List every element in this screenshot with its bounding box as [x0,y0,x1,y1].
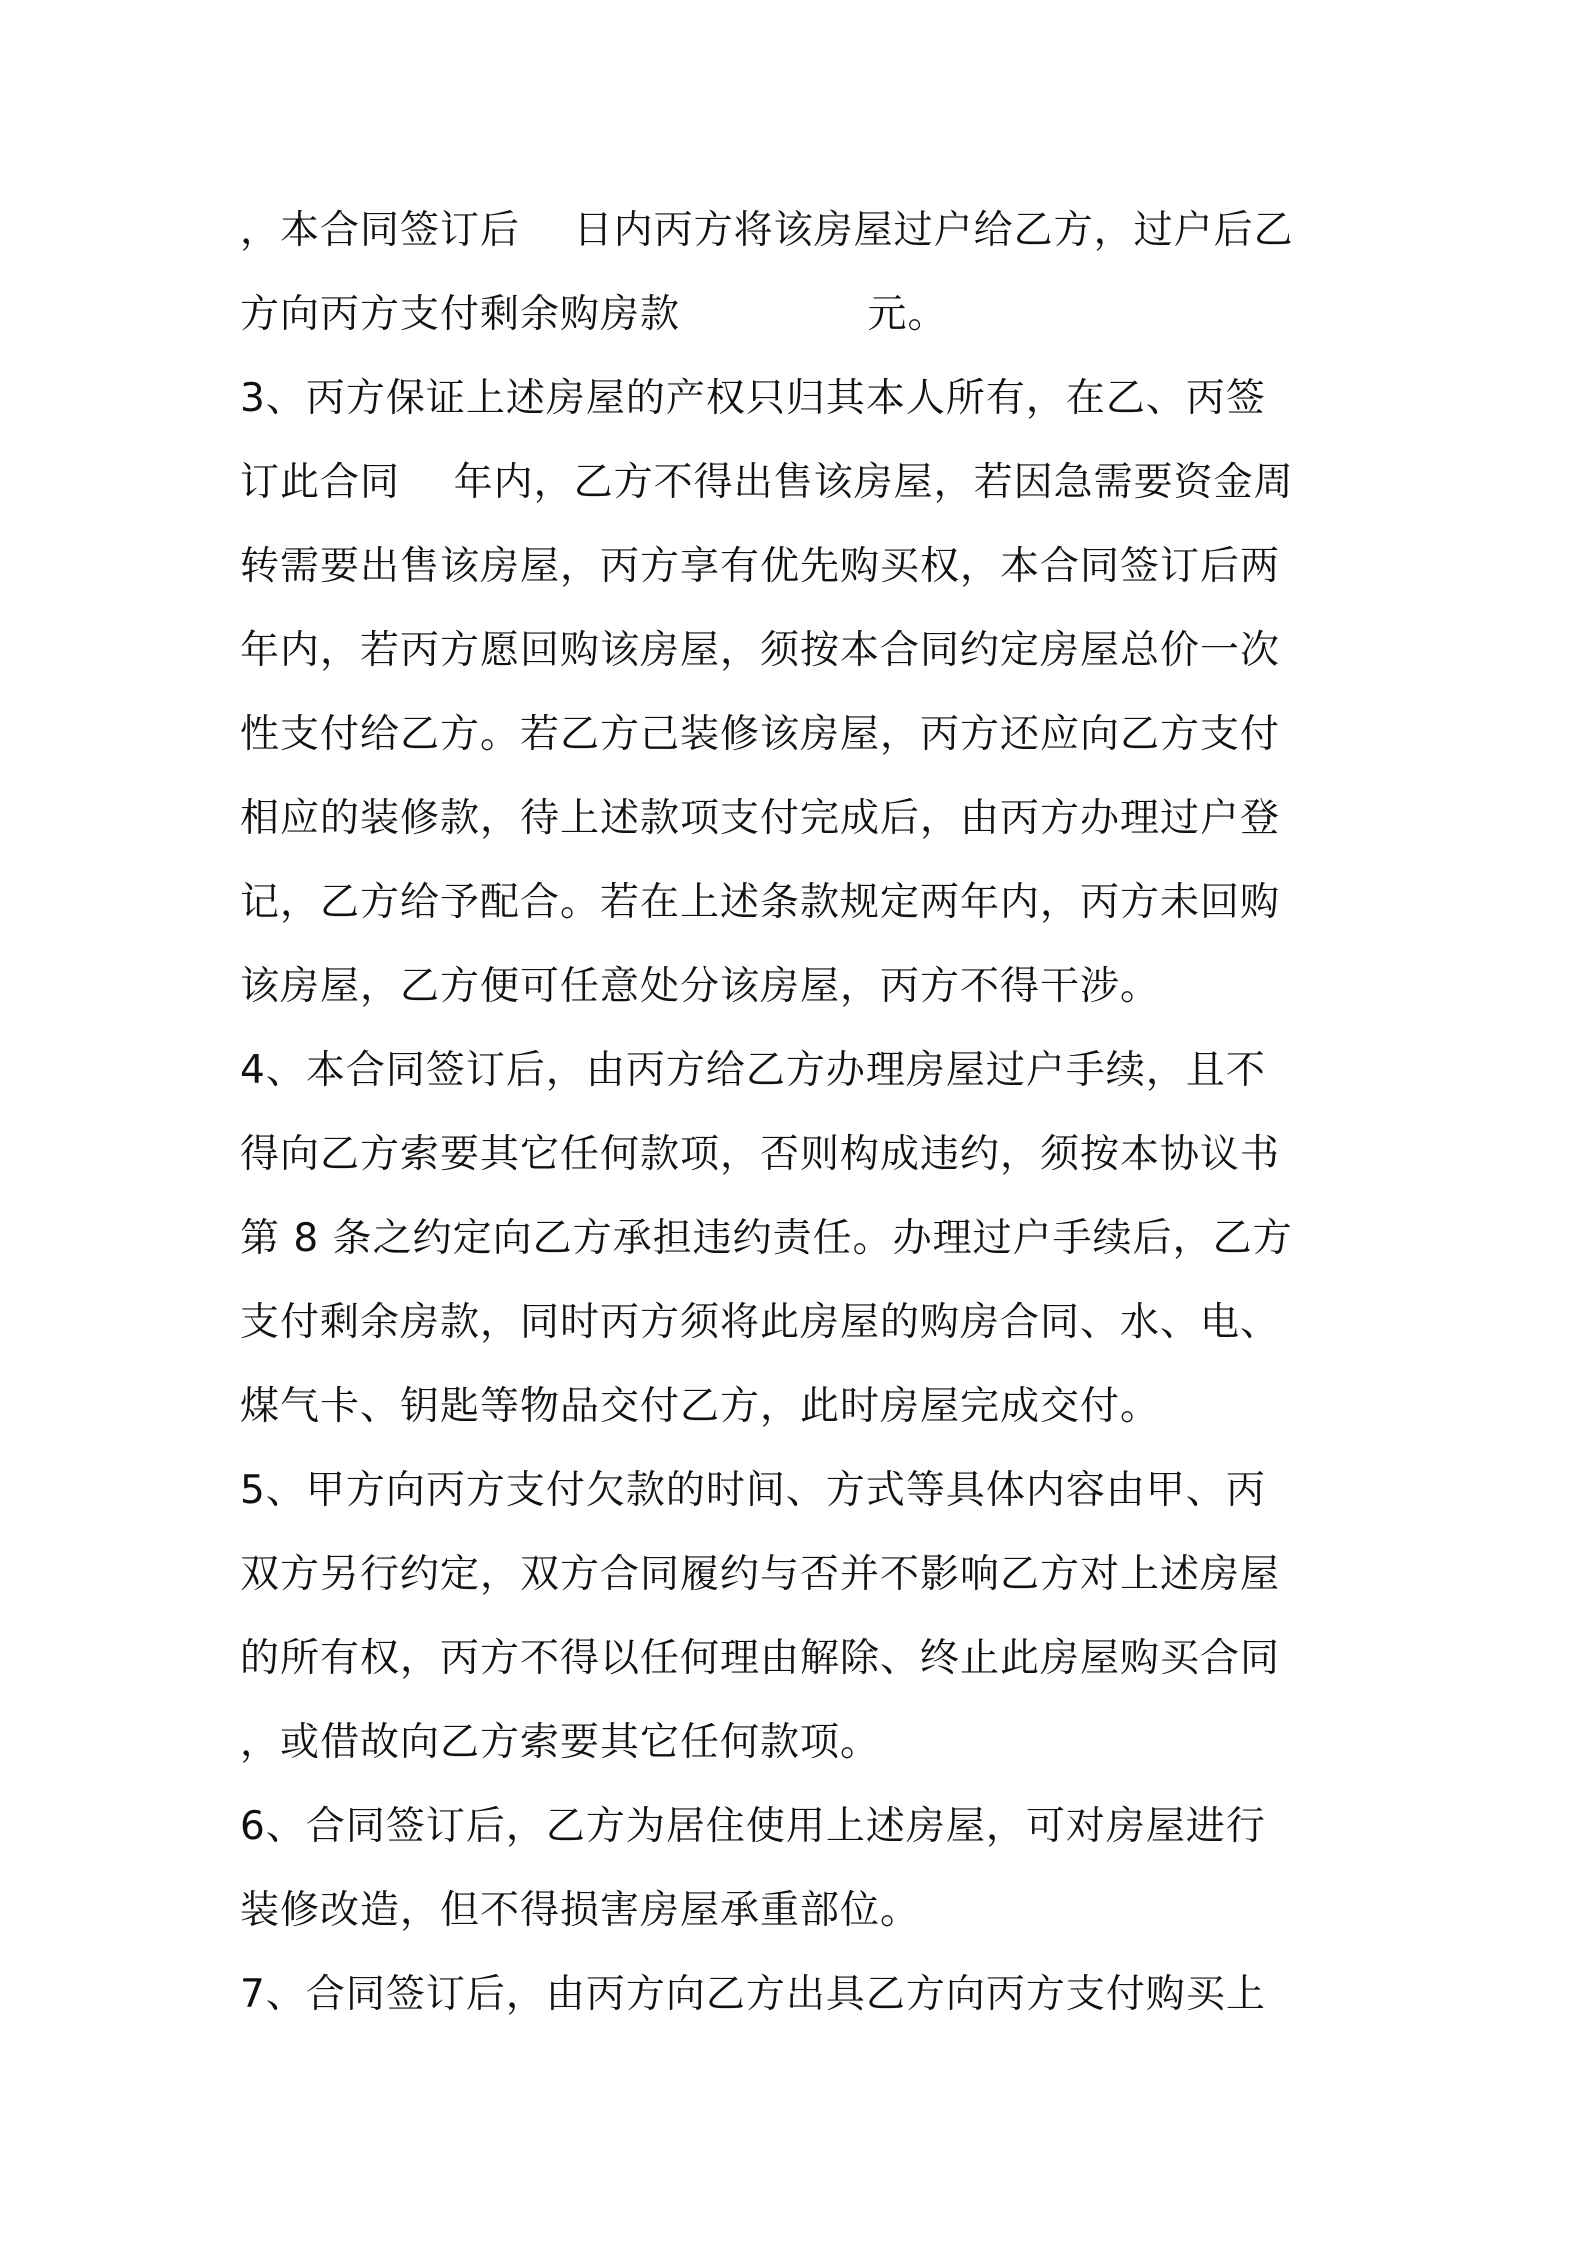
text-line: 5、甲方向丙方支付欠款的时间、方式等具体内容由甲、丙 [240,1468,1266,1513]
text-line: 4、本合同签订后，由丙方给乙方办理房屋过户手续，且不 [240,1048,1266,1093]
text-line: 第 8 条之约定向乙方承担违约责任。办理过户手续后，乙方 [240,1216,1293,1261]
text-line: 年内，若丙方愿回购该房屋，须按本合同约定房屋总价一次 [240,628,1281,673]
text-line: ，本合同签订后 日内丙方将该房屋过户给乙方，过户后乙 [240,208,1294,253]
text-line: 转需要出售该房屋，丙方享有优先购买权，本合同签订后两 [240,544,1281,589]
text-line: 得向乙方索要其它任何款项，否则构成违约，须按本协议书 [240,1132,1281,1177]
text-line: 该房屋，乙方便可任意处分该房屋，丙方不得干涉。 [240,964,1161,1009]
text-line: 3、丙方保证上述房屋的产权只归其本人所有，在乙、丙签 [240,376,1266,421]
text-line: 相应的装修款，待上述款项支付完成后，由丙方办理过户登 [240,796,1281,841]
contract-text [240,189,1360,2037]
text-line: 装修改造，但不得损害房屋承重部位。 [240,1888,921,1933]
text-line: 6、合同签订后，乙方为居住使用上述房屋，可对房屋进行 [240,1804,1266,1849]
text-line: 7、合同签订后，由丙方向乙方出具乙方向丙方支付购买上 [240,1972,1266,2017]
text-line: 性支付给乙方。若乙方己装修该房屋，丙方还应向乙方支付 [240,712,1281,757]
text-line: ，或借故向乙方索要其它任何款项。 [240,1720,881,1765]
text-line: 订此合同 年内，乙方不得出售该房屋，若因急需要资金周 [240,460,1294,505]
text-line: 双方另行约定，双方合同履约与否并不影响乙方对上述房屋 [240,1552,1281,1597]
text-line: 记，乙方给予配合。若在上述条款规定两年内，丙方未回购 [240,880,1281,925]
text-line: 方向丙方支付剩余购房款 元。 [240,292,948,337]
text-line: 煤气卡、钥匙等物品交付乙方，此时房屋完成交付。 [240,1384,1161,1429]
text-line: 支付剩余房款，同时丙方须将此房屋的购房合同、水、电、 [240,1300,1281,1345]
text-line: 的所有权，丙方不得以任何理由解除、终止此房屋购买合同 [240,1636,1281,1681]
